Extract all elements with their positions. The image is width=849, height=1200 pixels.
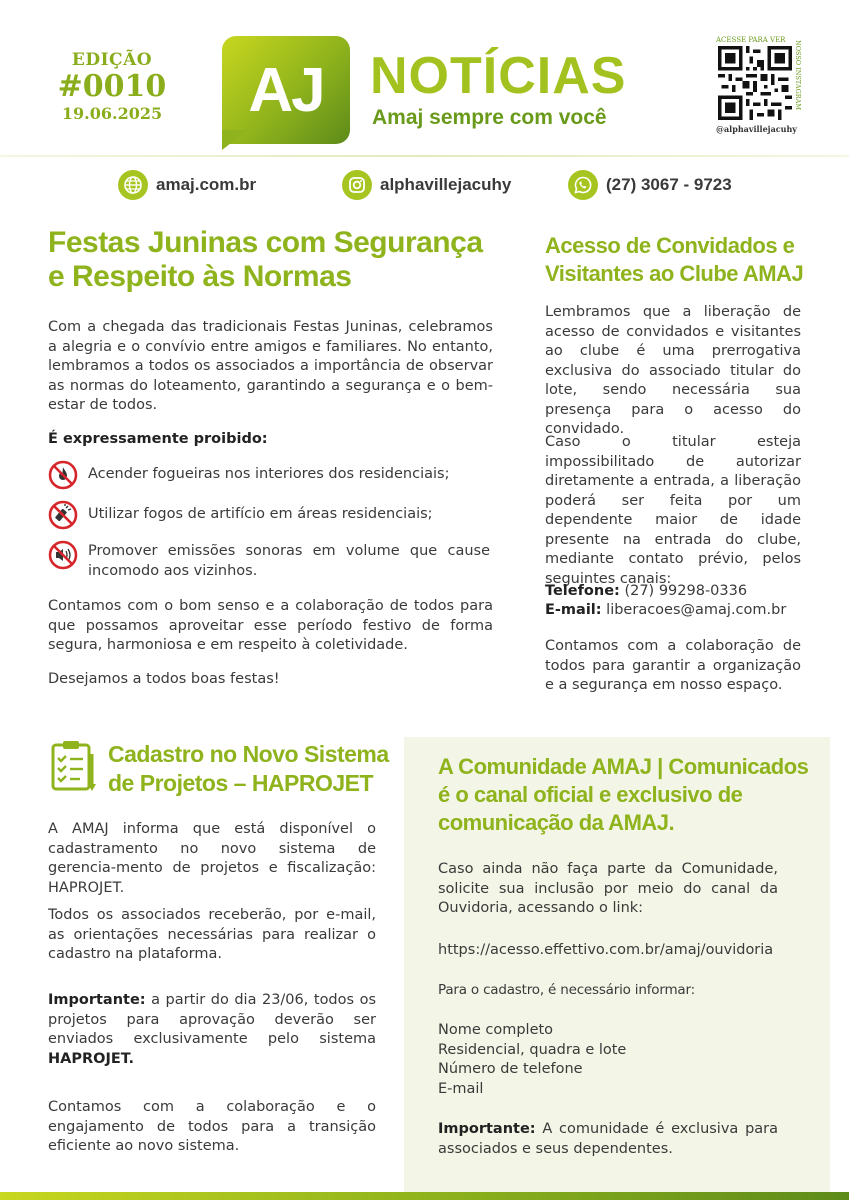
edition-label: EDIÇÃO — [71, 50, 153, 70]
haprojet-title — [108, 740, 389, 798]
qr-label: ACESSE PARA VER — [716, 36, 786, 44]
comunidade-title-line3: comunicação da AMAJ. — [438, 810, 675, 835]
haprojet-p1: A AMAJ informa que está disponível o cadastramento no novo sistema de gerencia-mento de projetos e fiscalização: HAPROJET. — [48, 821, 376, 896]
acesso-p3: Contamos com a colaboração de todos para garantir a organização e a segurança em nosso espaço. — [545, 638, 801, 693]
no-sound-icon — [48, 540, 78, 570]
globe-icon — [118, 170, 148, 200]
logo-text: AJ — [248, 55, 324, 125]
header-divider — [0, 155, 849, 157]
prohibited-heading: É expressamente proibido: — [48, 431, 268, 447]
brand-subtitle: Amaj sempre com você — [372, 106, 607, 129]
acesso-email-value[interactable]: liberacoes@amaj.com.br — [606, 602, 787, 618]
forbid-item-text: Acender fogueiras nos interiores dos residenciais; — [88, 466, 450, 482]
instagram-icon — [342, 170, 372, 200]
comunidade-fields — [438, 1021, 778, 1099]
logo-tail — [222, 130, 248, 150]
comunidade-important-label: Importante: — [438, 1121, 536, 1137]
list-item: Residencial, quadra e lote — [438, 1041, 627, 1058]
list-item: E-mail — [438, 1080, 484, 1097]
festas-title-line2: e Respeito às Normas — [48, 260, 352, 293]
list-item: Nome completo — [438, 1022, 554, 1038]
haprojet-title-line1: Cadastro no Novo Sistema — [108, 741, 389, 767]
haprojet-title-line2: de Projetos – HAPROJET — [108, 770, 374, 796]
qr-code[interactable] — [718, 46, 792, 120]
forbid-item — [48, 460, 493, 490]
haprojet-important-label: Importante: — [48, 992, 146, 1008]
comunidade-title-line2: é o canal oficial e exclusivo de — [438, 782, 743, 807]
haprojet-p3-strong: HAPROJET. — [48, 1050, 134, 1067]
edition-date: 19.06.2025 — [61, 104, 163, 123]
ouvidoria-link[interactable]: https://acesso.effettivo.com.br/amaj/ouvidoria — [438, 942, 774, 958]
comunidade-p3-text: A comunidade é exclusiva para associados e seus dependentes. — [438, 1121, 778, 1157]
acesso-email-label: E-mail: — [545, 602, 602, 618]
clipboard-checklist-icon — [48, 740, 100, 796]
festas-wishes: Desejamos a todos boas festas! — [48, 671, 280, 687]
acesso-phone-value[interactable]: (27) 99298-0336 — [624, 583, 748, 599]
haprojet-p3-text: a partir do dia 23/06, todos os projetos para aprovação deverão ser enviados exclusivamente pelo sistema — [48, 992, 377, 1047]
acesso-phone — [545, 582, 801, 602]
contact-website[interactable] — [118, 170, 256, 200]
contact-instagram[interactable] — [342, 170, 511, 200]
phone-text[interactable]: (27) 3067 - 9723 — [606, 175, 732, 194]
acesso-p2: Caso o titular esteja impossibilitado de autorizar diretamente a entrada, a liberação poderá ser feita por um dependente maior de idade presente na entrada do clube, mediante contato prévio, pelos seguintes canais: — [545, 434, 801, 587]
comunidade-p1: Caso ainda não faça parte da Comunidade, solicite sua inclusão por meio do canal da Ouvidoria, acessando o link: — [438, 861, 778, 916]
acesso-phone-label: Telefone: — [545, 583, 620, 599]
footer-bar — [0, 1192, 849, 1200]
forbid-item-text: Promover emissões sonoras em volume que cause incomodo aos vizinhos. — [88, 543, 490, 579]
edition-number: #0010 — [57, 69, 167, 104]
acesso-title — [545, 232, 803, 288]
festas-title-line1: Festas Juninas com Segurança — [48, 226, 483, 259]
no-fireworks-icon — [48, 500, 78, 530]
forbid-item — [48, 540, 493, 581]
instagram-text[interactable]: alphavillejacuhy — [380, 175, 512, 194]
aj-logo — [222, 36, 350, 144]
acesso-title-line1: Acesso de Convidados e — [545, 233, 795, 258]
forbid-item — [48, 500, 493, 530]
contact-phone[interactable] — [568, 170, 732, 200]
festas-closing: Contamos com o bom senso e a colaboração de todos para que possamos aproveitar esse período festivo de forma segura, harmoniosa e em respeito à coletividade. — [48, 598, 493, 653]
no-fire-icon — [48, 460, 78, 490]
whatsapp-icon — [568, 170, 598, 200]
forbid-item-text: Utilizar fogos de artifício em áreas residenciais; — [88, 506, 433, 522]
haprojet-p2: Todos os associados receberão, por e-mail, as orientações necessárias para realizar o cadastro na plataforma. — [48, 907, 376, 962]
acesso-p1: Lembramos que a liberação de acesso de convidados e visitantes ao clube é uma prerrogativa exclusiva do associado titular do lote, sendo necessária sua presença para o acesso do convidado. — [545, 304, 801, 437]
comunidade-p3 — [438, 1120, 778, 1159]
comunidade-title-line1: A Comunidade AMAJ | Comunicados — [438, 754, 809, 779]
list-item: Número de telefone — [438, 1061, 583, 1077]
festas-title — [48, 226, 483, 294]
brand-title: NOTÍCIAS — [370, 47, 627, 105]
website-text[interactable]: amaj.com.br — [156, 175, 257, 194]
edition-block — [52, 50, 172, 123]
comunidade-p2: Para o cadastro, é necessário informar: — [438, 982, 695, 998]
acesso-email — [545, 601, 801, 621]
qr-side-label: NOSSO INSTAGRAM — [794, 40, 802, 111]
haprojet-p3 — [48, 991, 376, 1069]
qr-handle: @alphavillejacuhy — [716, 124, 797, 134]
festas-intro: Com a chegada das tradicionais Festas Juninas, celebramos a alegria e o convívio entre amigos e familiares. No entanto, lembramos a todos os associados a importância de observar as normas do loteamento, garantindo a segurança e o bem-estar de todos. — [48, 319, 493, 413]
comunidade-title — [438, 753, 808, 837]
haprojet-p4: Contamos com a colaboração e o engajamento de todos para a transição eficiente ao novo sistema. — [48, 1099, 376, 1154]
acesso-title-line2: Visitantes ao Clube AMAJ — [545, 261, 804, 286]
